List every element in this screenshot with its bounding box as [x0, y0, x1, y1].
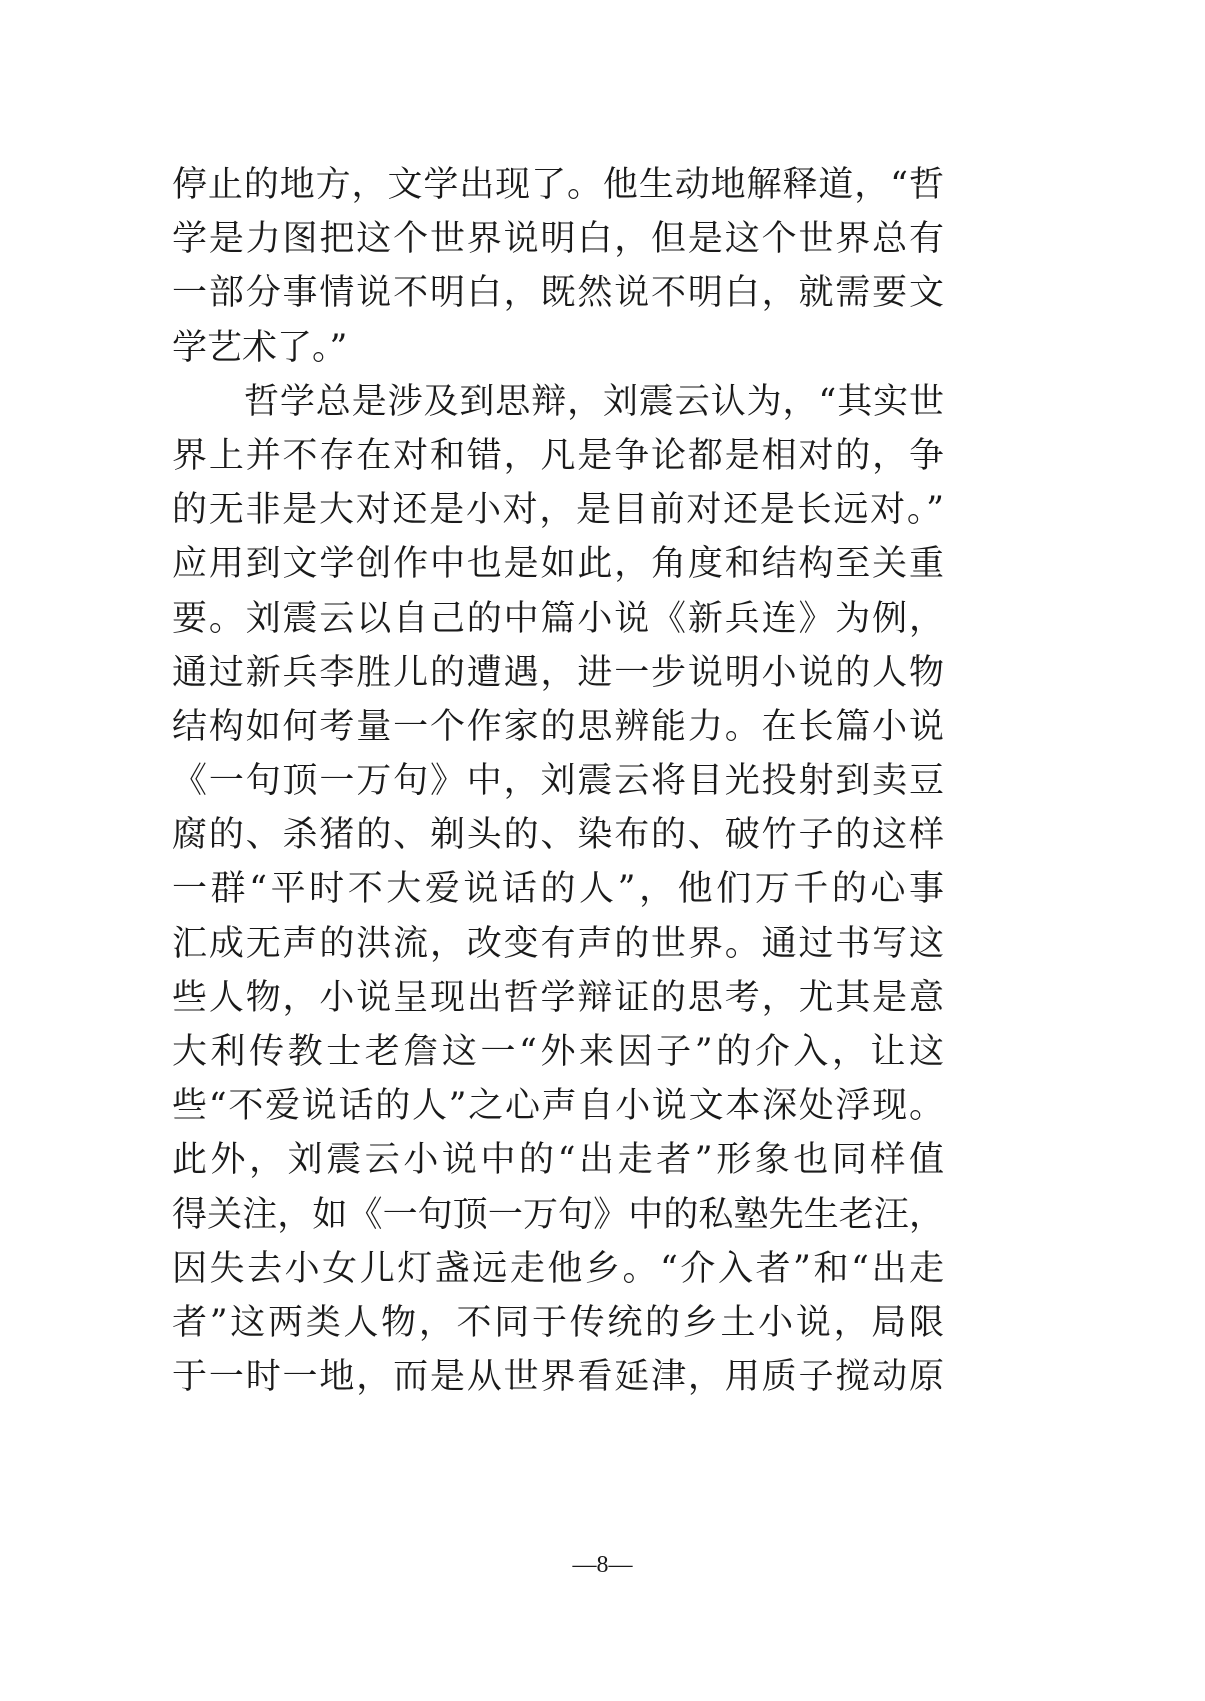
- text-line: 汇成无声的洪流，改变有声的世界。通过书写这: [172, 923, 944, 964]
- text-line: 结构如何考量一个作家的思辨能力。在长篇小说: [172, 706, 944, 747]
- text-line: 哲学总是涉及到思辩，刘震云认为，“其实世: [244, 381, 944, 422]
- text-line: 一群“平时不大爱说话的人”，他们万千的心事: [172, 869, 944, 910]
- text-line: 的无非是大对还是小对，是目前对还是长远对。”: [172, 490, 944, 531]
- text-line: 应用到文学创作中也是如此，角度和结构至关重: [172, 544, 944, 585]
- text-line: 一部分事情说不明白，既然说不明白，就需要文: [172, 273, 944, 314]
- text-line: 界上并不存在对和错，凡是争论都是相对的，争: [172, 435, 944, 476]
- text-line: 于一时一地，而是从世界看延津，用质子搅动原: [172, 1357, 944, 1398]
- text-line: 些“不爱说话的人”之心声自小说文本深处浮现。: [172, 1086, 944, 1127]
- body-text: [172, 158, 944, 1404]
- text-line: 停止的地方，文学出现了。他生动地解释道，“哲: [172, 165, 944, 205]
- text-line: 学是力图把这个世界说明白，但是这个世界总有: [172, 219, 944, 260]
- text-line: 要。刘震云以自己的中篇小说《新兵连》为例，: [172, 598, 944, 639]
- text-line: 学艺术了。”: [172, 327, 348, 368]
- text-line: 《一句顶一万句》中，刘震云将目光投射到卖豆: [172, 761, 944, 802]
- page-number: —8—: [572, 1552, 633, 1578]
- text-line: 些人物，小说呈现出哲学辩证的思考，尤其是意: [172, 977, 944, 1018]
- text-line: 腐的、杀猪的、剃头的、染布的、破竹子的这样: [172, 815, 944, 856]
- text-line: 因失去小女儿灯盏远走他乡。“介入者”和“出走: [172, 1248, 944, 1289]
- text-line: 得关注，如《一句顶一万句》中的私塾先生老汪，: [172, 1194, 944, 1235]
- text-line: 者”这两类人物，不同于传统的乡土小说，局限: [172, 1302, 944, 1343]
- text-line: 此外，刘震云小说中的“出走者”形象也同样值: [172, 1140, 944, 1181]
- text-line: 通过新兵李胜儿的遭遇，进一步说明小说的人物: [172, 652, 944, 693]
- text-line: 大利传教士老詹这一“外来因子”的介入，让这: [172, 1032, 944, 1072]
